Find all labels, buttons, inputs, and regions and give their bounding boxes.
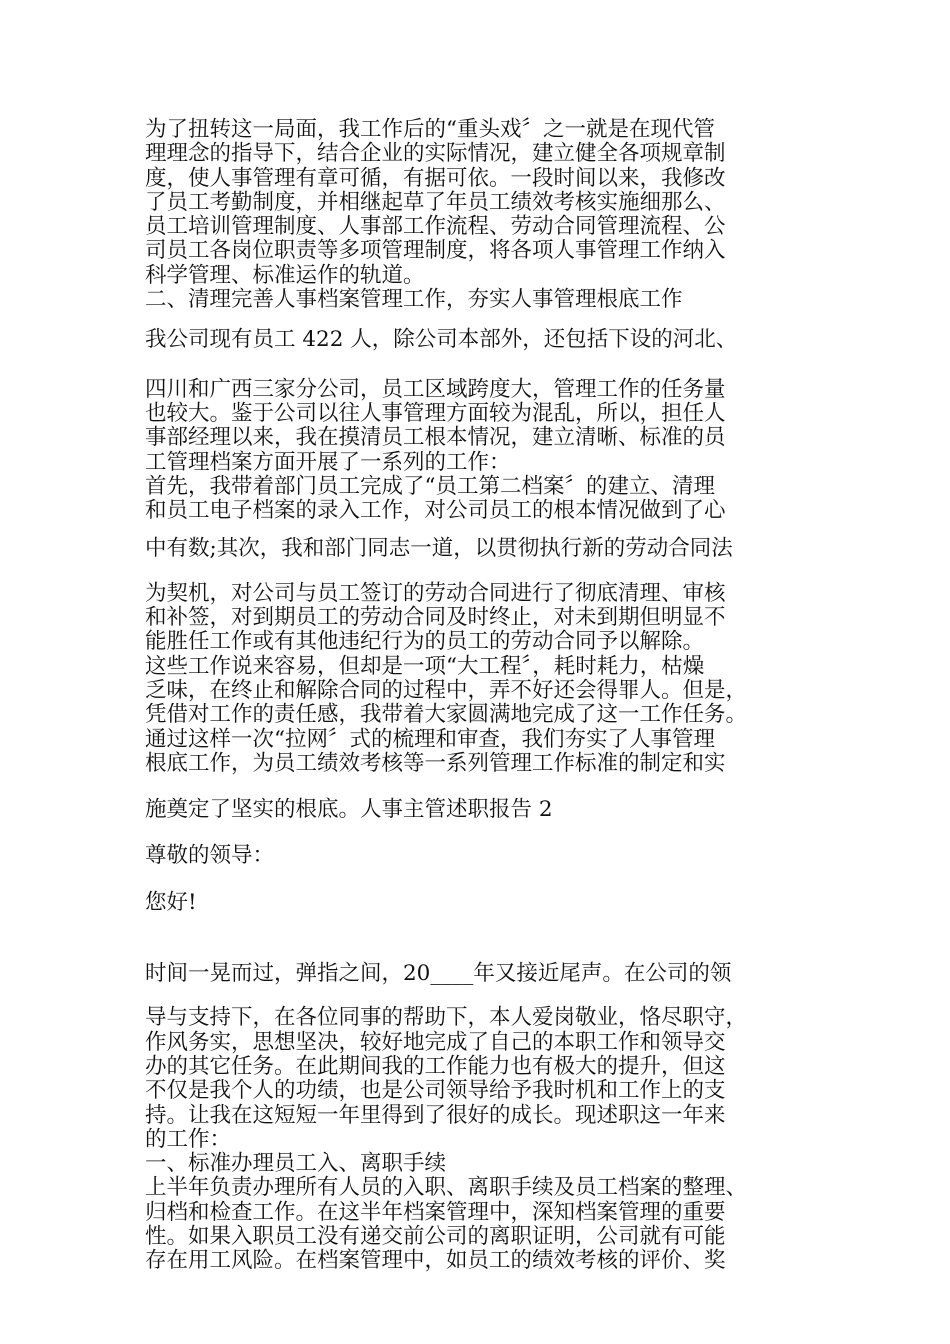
text-line: 存在用工风险。在档案管理中，如员工的绩效考核的评价、奖 <box>145 1248 726 1274</box>
text-line: 上半年负责办理所有人员的入职、离职手续及员工档案的整理、 <box>145 1175 748 1201</box>
text-line: 凭借对工作的责任感，我带着大家圆满地完成了这一工作任务。 <box>145 702 748 728</box>
text-line: 理理念的指导下，结合企业的实际情况，建立健全各项规章制 <box>145 141 726 167</box>
text-line: 事部经理以来，我在摸清员工根本情况，建立清晰、标准的员 <box>145 425 726 451</box>
text-line: 能胜任工作或有其他违纪行为的员工的劳动合同予以解除。 <box>145 629 705 655</box>
text-line: 科学管理、标准运作的轨道。 <box>145 262 425 288</box>
text-line: 归档和检查工作。在这半年档案管理中，深知档案管理的重要 <box>145 1199 726 1225</box>
section-heading: 一、标准办理员工入、离职手续 <box>145 1151 447 1177</box>
text-line: 也较大。鉴于公司以往人事管理方面较为混乱，所以，担任人 <box>145 400 726 426</box>
text-line: 司员工各岗位职责等多项管理制度，将各项人事管理工作纳入 <box>145 238 726 264</box>
salutation: 尊敬的领导： <box>145 843 275 869</box>
text-line: 和补签，对到期员工的劳动合同及时终止，对未到期但明显不 <box>145 605 726 631</box>
document-body <box>145 118 835 1274</box>
text-line: 不仅是我个人的功绩，也是公司领导给予我时机和工作上的支 <box>145 1078 726 1104</box>
text-line: 根底工作，为员工绩效考核等一系列管理工作标准的制定和实 <box>145 750 726 776</box>
text-line: 为了扭转这一局面，我工作后的“重头戏〞之一就是在现代管 <box>145 117 715 142</box>
text-line: 这些工作说来容易，但却是一项“大工程〞，耗时耗力，枯燥 <box>145 653 705 679</box>
text-line: 乏味，在终止和解除合同的过程中，弄不好还会得罪人。但是， <box>145 677 748 703</box>
greeting: 您好! <box>145 889 197 915</box>
text-line: 为契机，对公司与员工签订的劳动合同进行了彻底清理、审核 <box>145 580 726 606</box>
text-line: 的工作： <box>145 1126 232 1152</box>
text-line: 度，使人事管理有章可循，有据可依。一段时间以来，我修改 <box>145 165 726 191</box>
text-line: 作风务实，思想坚决，较好地完成了自己的本职工作和领导交 <box>145 1029 726 1055</box>
text-line: 中有数;其次，我和部门同志一道，以贯彻执行新的劳动合同法 <box>145 536 733 562</box>
section-heading: 二、清理完善人事档案管理工作，夯实人事管理根底工作 <box>145 287 683 313</box>
text-line: 我公司现有员工 422 人，除公司本部外，还包括下设的河北、 <box>145 327 738 353</box>
text-line: 通过这样一次“拉网〞式的梳理和审查，我们夯实了人事管理 <box>145 726 715 752</box>
text-line: 和员工电子档案的录入工作，对公司员工的根本情况做到了心 <box>145 498 726 524</box>
text-line: 首先，我带着部门员工完成了“员工第二档案〞的建立、清理 <box>145 473 715 499</box>
text-line: 工管理档案方面开展了一系列的工作： <box>145 449 511 475</box>
text-line: 员工培训管理制度、人事部工作流程、劳动合同管理流程、公 <box>145 214 726 240</box>
text-line: 性。如果入职员工没有递交前公司的离职证明，公司就有可能 <box>145 1223 726 1249</box>
text-line: 办的其它任务。在此期间我的工作能力也有极大的提升，但这 <box>145 1053 726 1079</box>
text-line: 时间一晃而过，弹指之间，20____年又接近尾声。在公司的领 <box>145 961 732 987</box>
text-line: 持。让我在这短短一年里得到了很好的成长。现述职这一年来 <box>145 1102 726 1128</box>
text-line: 导与支持下，在各位同事的帮助下，本人爱岗敬业，恪尽职守， <box>145 1005 748 1031</box>
text-line: 了员工考勤制度，并相继起草了年员工绩效考核实施细那么、 <box>145 189 726 215</box>
report-title-line: 施奠定了坚实的根底。人事主管述职报告 2 <box>145 797 553 823</box>
text-line: 四川和广西三家分公司，员工区域跨度大，管理工作的任务量 <box>145 376 726 402</box>
